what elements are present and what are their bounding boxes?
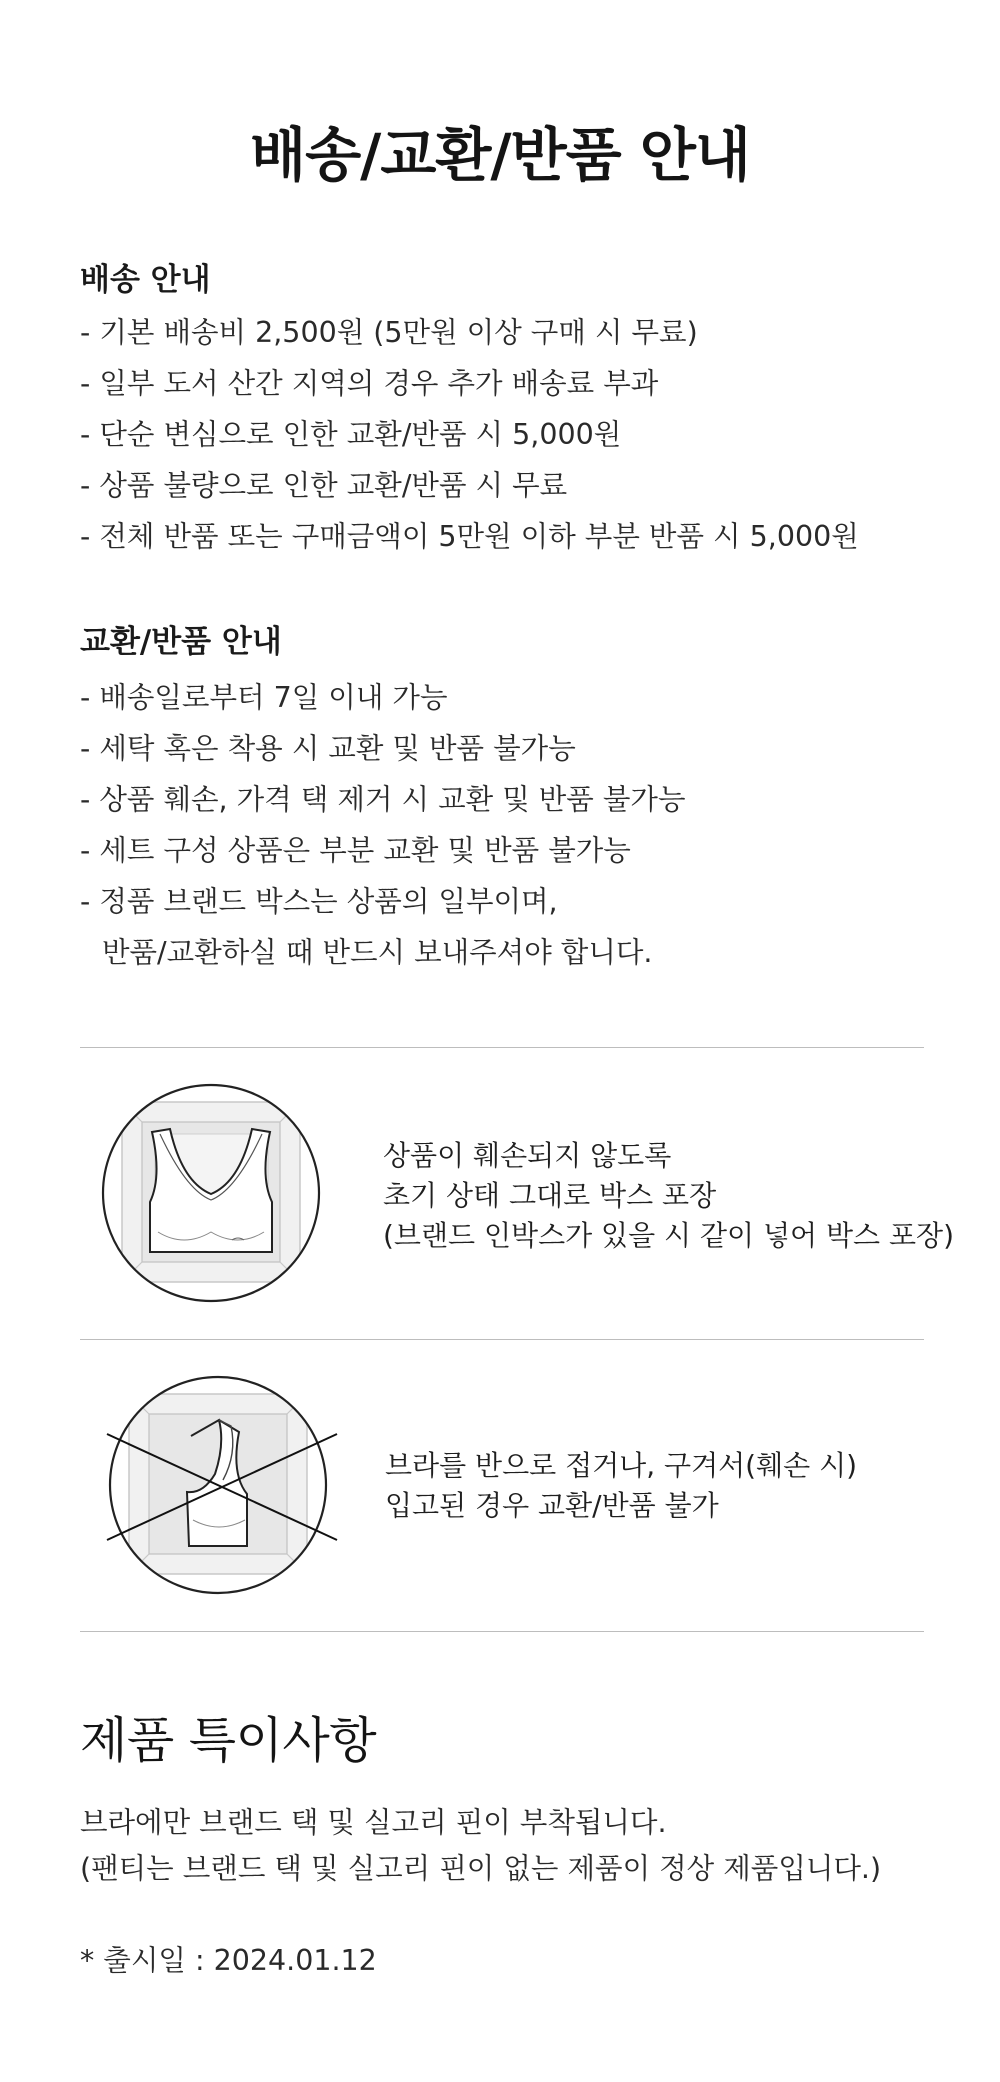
incorrect-packaging-text [385, 1446, 857, 1526]
divider [80, 1631, 924, 1632]
release-date: * 출시일 : 2024.01.12 [80, 1944, 377, 1977]
bra-in-box-icon [100, 1082, 322, 1304]
shipping-heading: 배송 안내 [80, 262, 211, 298]
divider [80, 1339, 924, 1340]
list-item: - 전체 반품 또는 구매금액이 5만원 이하 부분 반품 시 5,000원 [80, 520, 859, 553]
list-item: - 세트 구성 상품은 부분 교환 및 반품 불가능 [80, 834, 631, 867]
returns-heading: 교환/반품 안내 [80, 624, 282, 660]
list-item: - 일부 도서 산간 지역의 경우 추가 배송료 부과 [80, 367, 659, 400]
correct-packaging-text [383, 1136, 954, 1256]
returns-info-list [80, 672, 686, 978]
list-item: - 세탁 혹은 착용 시 교환 및 반품 불가능 [80, 732, 576, 765]
correct-line: 초기 상태 그대로 박스 포장 [383, 1179, 717, 1212]
notes-heading: 제품 특이사항 [80, 1712, 377, 1769]
notes-line: (팬티는 브랜드 택 및 실고리 핀이 없는 제품이 정상 제품입니다.) [80, 1852, 882, 1885]
incorrect-line: 입고된 경우 교환/반품 불가 [385, 1489, 719, 1522]
folded-bra-crossed-icon [100, 1374, 336, 1596]
page-title: 배송/교환/반품 안내 [250, 121, 750, 189]
notes-text [80, 1800, 881, 1892]
list-item: - 상품 불량으로 인한 교환/반품 시 무료 [80, 469, 568, 502]
list-item: - 배송일로부터 7일 이내 가능 [80, 681, 448, 714]
notes-line: 브라에만 브랜드 택 및 실고리 핀이 부착됩니다. [80, 1806, 667, 1839]
list-item: 반품/교환하실 때 반드시 보내주셔야 합니다. [102, 936, 653, 969]
correct-line: 상품이 훼손되지 않도록 [383, 1139, 672, 1172]
incorrect-line: 브라를 반으로 접거나, 구겨서(훼손 시) [385, 1449, 858, 1482]
divider [80, 1047, 924, 1048]
list-item: - 단순 변심으로 인한 교환/반품 시 5,000원 [80, 418, 622, 451]
list-item: - 정품 브랜드 박스는 상품의 일부이며, [80, 885, 558, 918]
correct-line: (브랜드 인박스가 있을 시 같이 넣어 박스 포장) [383, 1219, 955, 1252]
list-item: - 상품 훼손, 가격 택 제거 시 교환 및 반품 불가능 [80, 783, 686, 816]
shipping-info-list [80, 307, 859, 562]
list-item: - 기본 배송비 2,500원 (5만원 이상 구매 시 무료) [80, 316, 698, 349]
